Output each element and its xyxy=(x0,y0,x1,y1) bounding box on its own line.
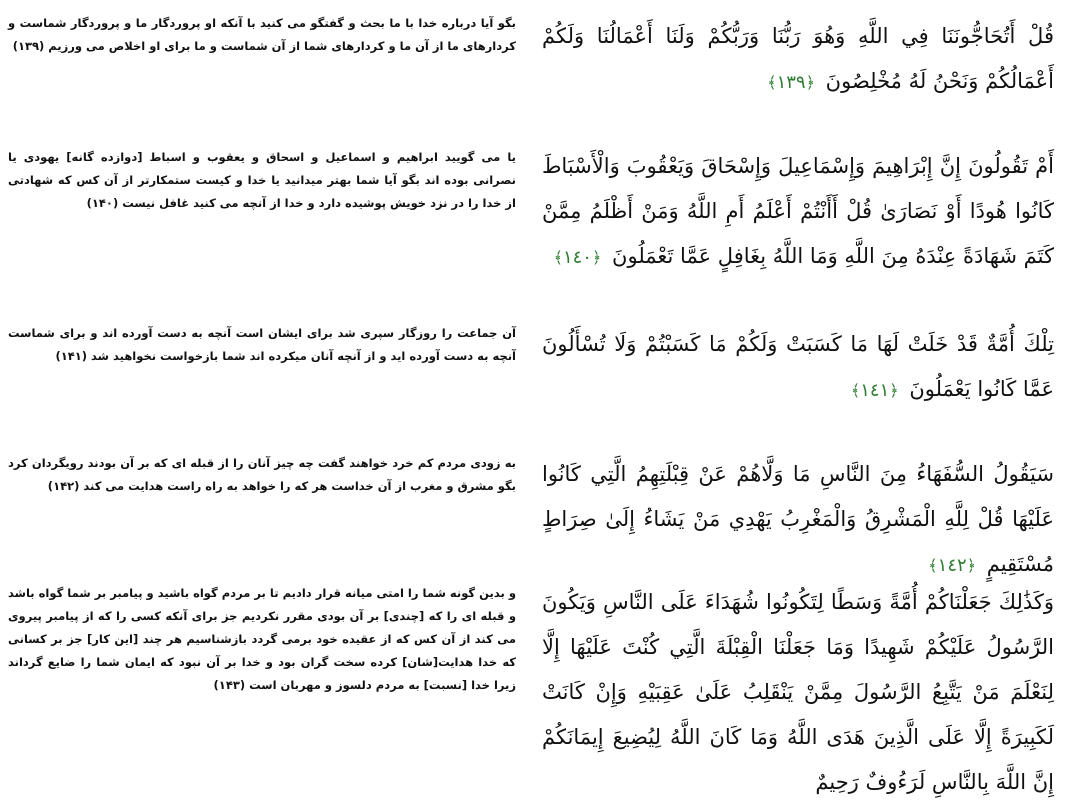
arabic-verse-text: سَيَقُولُ السُّفَهَاءُ مِنَ النَّاسِ مَا وَلَّاهُمْ عَنْ قِبْلَتِهِمُ الَّتِي كَانُوا عَلَيْهَا قُلْ لِلَّهِ الْمَشْرِقُ وَالْمَغْرِبُ يَهْدِي مَنْ يَشَاءُ إِلَىٰ صِرَاطٍ مُسْتَقِيمٍ ﴿١٤٢﴾ xyxy=(542,452,1054,588)
verse-number-marker: ﴿١٤٠﴾ xyxy=(553,247,602,268)
verse-number: ١٤٢ xyxy=(937,555,967,576)
verse-number-marker: ﴿١٤١﴾ xyxy=(850,380,899,401)
verse-number: ١٤١ xyxy=(860,380,890,401)
arabic-verse-text: وَكَذَٰلِكَ جَعَلْنَاكُمْ أُمَّةً وَسَطًا لِتَكُونُوا شُهَدَاءَ عَلَى النَّاسِ وَيَكُونَ الرَّسُولُ عَلَيْكُمْ شَهِيدًا وَمَا جَعَلْنَا الْقِبْلَةَ الَّتِي كُنْتَ عَلَيْهَا إِلَّا لِنَعْلَمَ مَنْ يَتَّبِعُ الرَّسُولَ مِمَّنْ يَنْقَلِبُ عَلَىٰ عَقِبَيْهِ وَإِنْ كَانَتْ لَكَبِيرَةً إِلَّا عَلَى الَّذِينَ هَدَى اللَّهُ وَمَا كَانَ اللَّهُ لِيُضِيعَ إِيمَانَكُمْ إِنَّ اللَّهَ بِالنَّاسِ لَرَءُوفٌ رَحِيمٌ xyxy=(542,590,1054,794)
verse-number: ١٣٩ xyxy=(776,72,806,93)
arabic-verse-text: أَمْ تَقُولُونَ إِنَّ إِبْرَاهِيمَ وَإِسْمَاعِيلَ وَإِسْحَاقَ وَيَعْقُوبَ وَالْأَسْبَاطَ كَانُوا هُودًا أَوْ نَصَارَىٰ قُلْ أَأَنْتُمْ أَعْلَمُ أَمِ اللَّهُ وَمَنْ أَظْلَمُ مِمَّنْ كَتَمَ شَهَادَةً عِنْدَهُ مِنَ اللَّهِ وَمَا اللَّهُ بِغَافِلٍ عَمَّا تَعْمَلُونَ ﴿١٤٠﴾ xyxy=(542,144,1054,280)
persian-translation-text: بگو آیا درباره خدا با ما بحث و گفتگو می کنید با آنکه او پروردگار ما و پروردگار شماست و کردارهای ما از آن ما و کردارهای شما از آن شماست و ما برای او اخلاص می ورزیم (۱۳۹) xyxy=(8,16,516,53)
verse-number: ١٤٠ xyxy=(562,247,592,268)
arabic-verse-text: قُلْ أَتُحَاجُّونَنَا فِي اللَّهِ وَهُوَ رَبُّنَا وَرَبُّكُمْ وَلَنَا أَعْمَالُنَا وَلَكُمْ أَعْمَالُكُمْ وَنَحْنُ لَهُ مُخْلِصُونَ ﴿١٣٩﴾ xyxy=(542,14,1054,105)
verse-number-marker: ﴿١٣٩﴾ xyxy=(767,72,815,93)
persian-translation-text: یا می گویید ابراهیم و اسماعیل و اسحاق و یعقوب و اسباط [دوازده گانه] یهودی یا نصرانی بوده اند بگو آیا شما بهتر میدانید یا خدا و کیست ستمکارتر از آن کس که شهادتی از خدا را در نزد خویش پوشیده دارد و خدا از آنچه می کنید غافل نیست (۱۴۰) xyxy=(8,150,516,210)
arabic-verse-text: تِلْكَ أُمَّةٌ قَدْ خَلَتْ لَهَا مَا كَسَبَتْ وَلَكُمْ مَا كَسَبْتُمْ وَلَا تُسْأَلُونَ عَمَّا كَانُوا يَعْمَلُونَ ﴿١٤١﴾ xyxy=(542,322,1054,413)
verse-number-marker: ﴿١٤٢﴾ xyxy=(928,555,977,576)
persian-translation-text: و بدین گونه شما را امتی میانه قرار دادیم تا بر مردم گواه باشید و پیامبر بر شما گواه باشد و قبله ای را که [چندی] بر آن بودی مقرر نکردیم جز برای آنکه کسی را که از پیامبر پیروی می کند از آن کس که از عقیده خود برمی گردد بازشناسیم هر چند [این کار] جز بر کسانی که خدا هدایت[شان] کرده سخت گران بود و خدا بر آن نبود که ایمان شما را ضایع گرداند زیرا خدا [نسبت] به مردم دلسوز و مهربان است (۱۴۳) xyxy=(8,586,516,692)
persian-translation-text: آن جماعت را روزگار سپری شد برای ایشان است آنچه به دست آورده اند و برای شماست آنچه به دست آورده اید و از آنچه آنان میکرده اند شما بازخواست نخواهید شد (۱۴۱) xyxy=(8,326,516,363)
persian-translation-text: به زودی مردم کم خرد خواهند گفت چه چیز آنان را از قبله ای که بر آن بودند رویگردان کرد بگو مشرق و مغرب از آن خداست هر که را خواهد به راه راست هدایت می کند (۱۴۲) xyxy=(8,456,516,493)
